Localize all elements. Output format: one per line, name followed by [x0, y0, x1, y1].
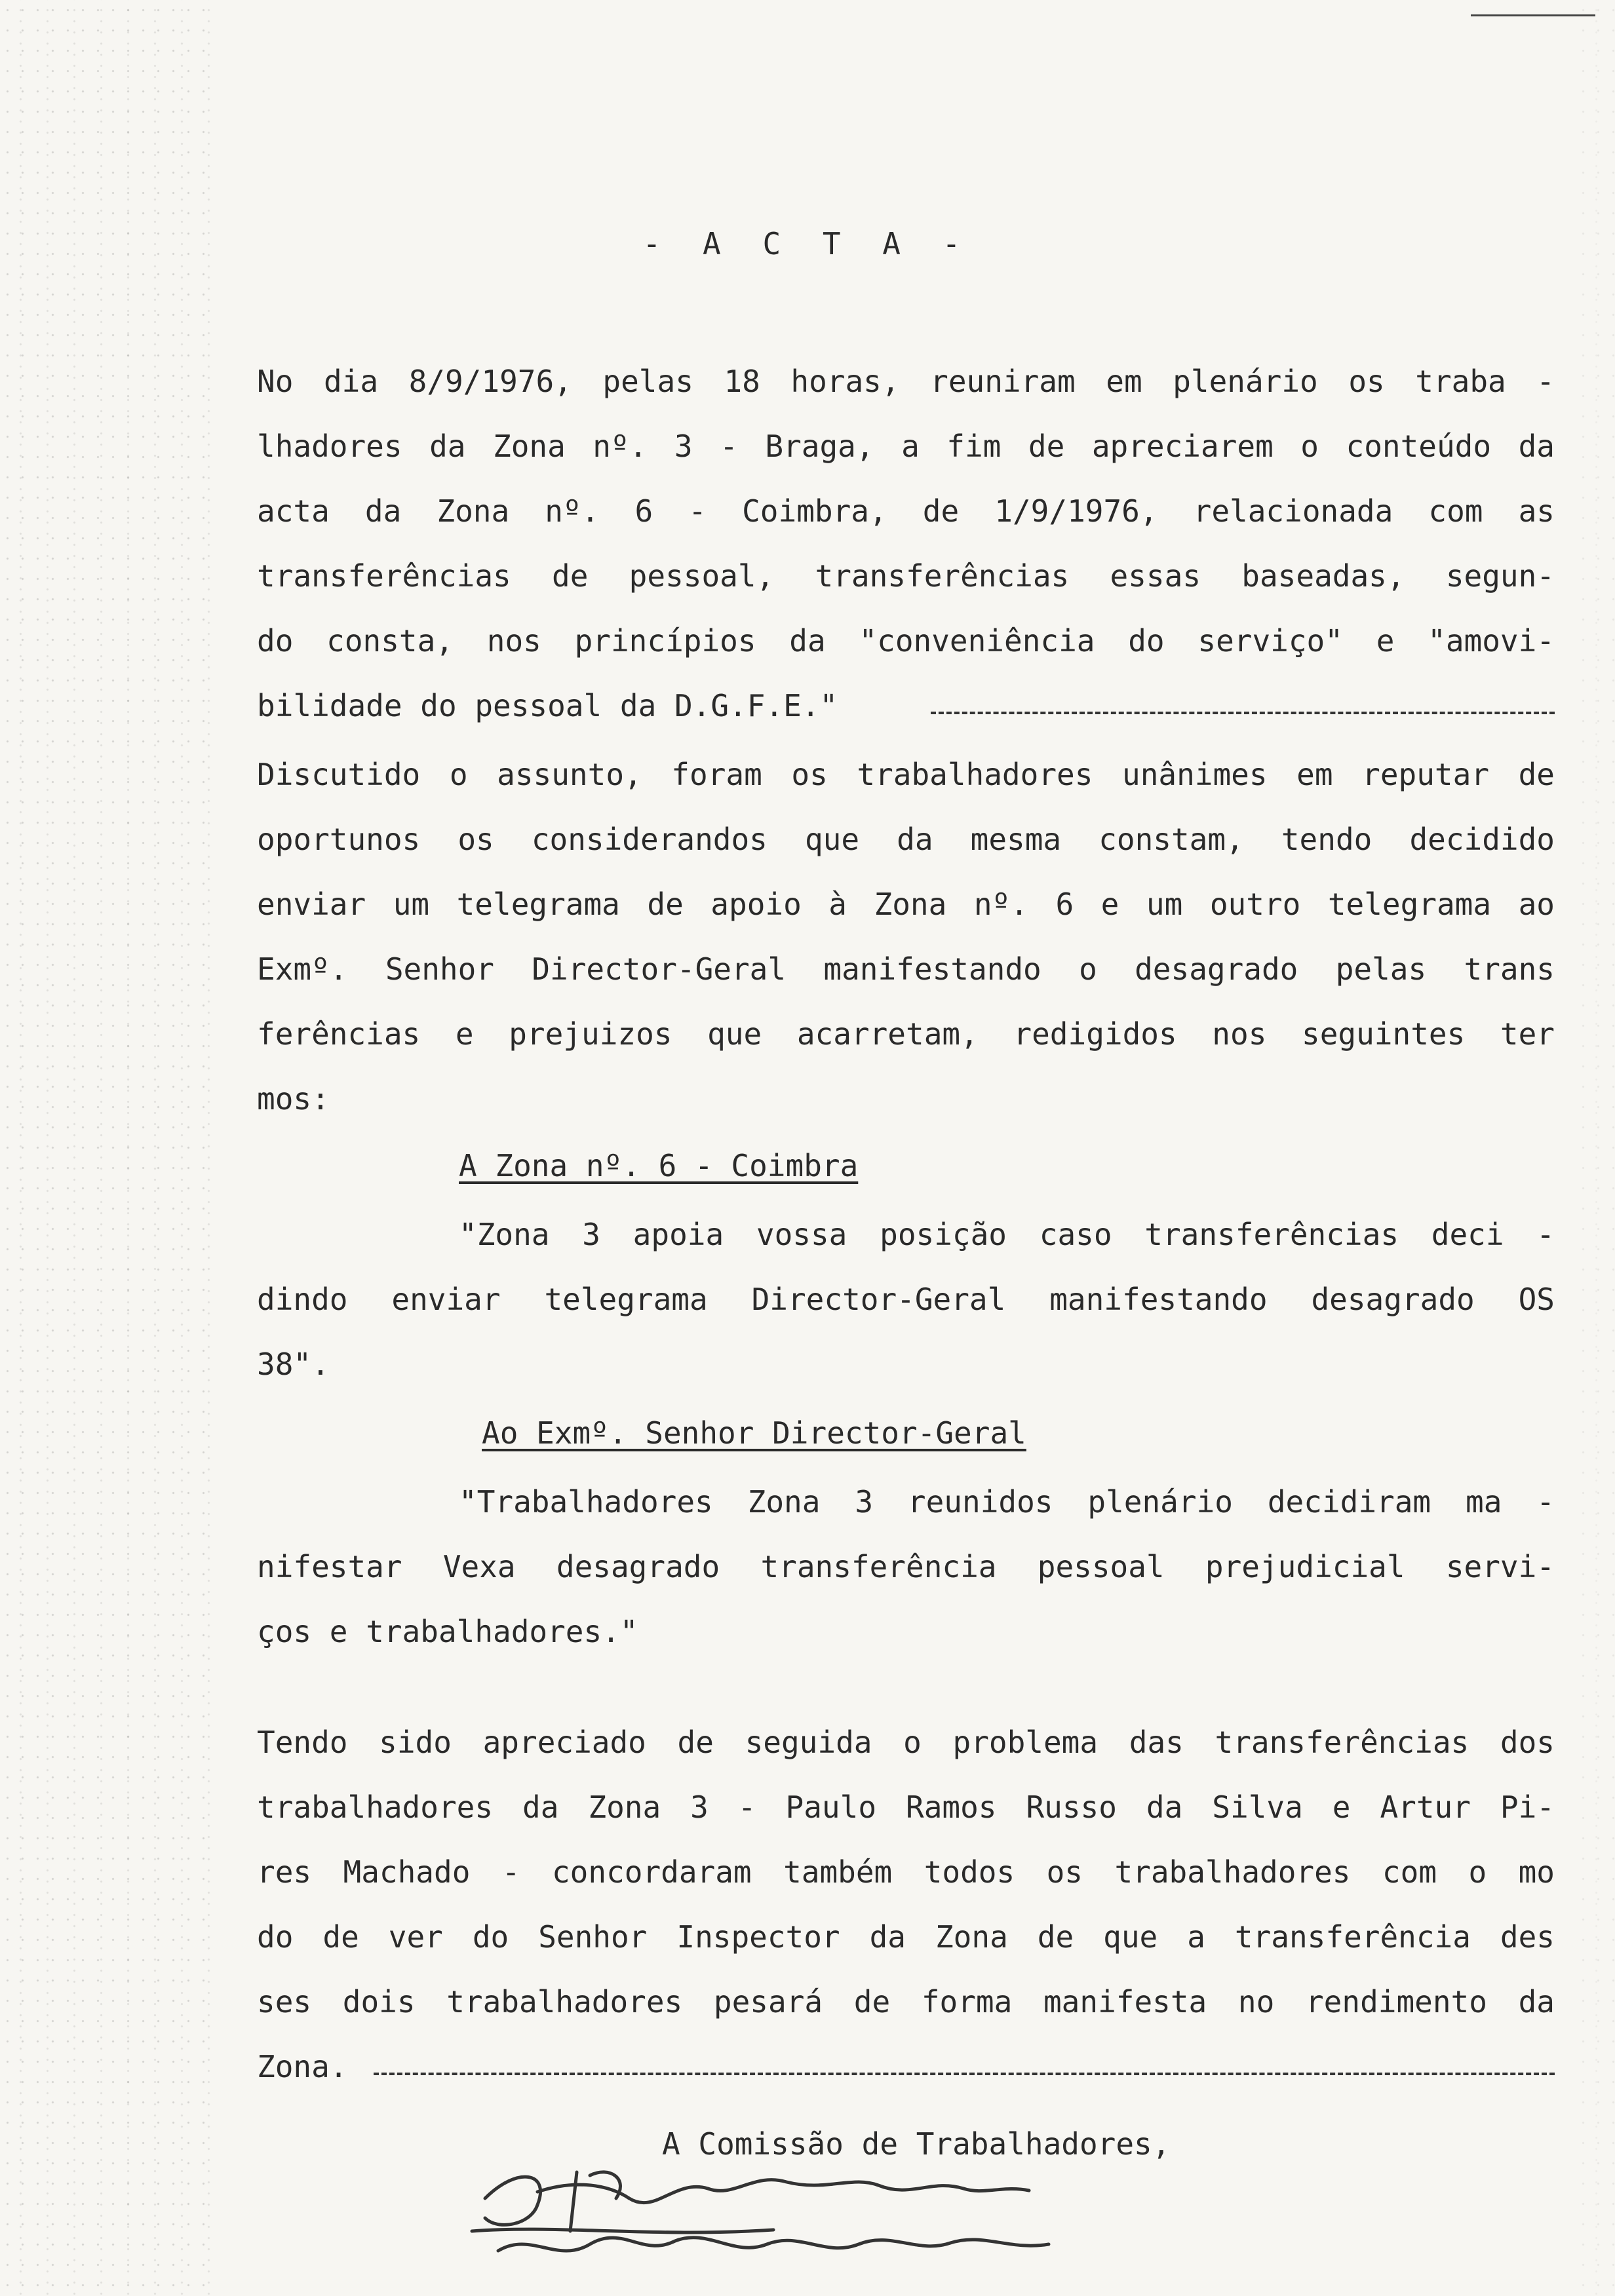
paragraph2-line: mos:: [257, 1081, 330, 1117]
paragraph3-line: do de ver do Senhor Inspector da Zona de que a transferência des: [257, 1919, 1555, 1955]
scan-corner-mark: [1471, 0, 1595, 16]
closing-line: A Comissão de Trabalhadores,: [662, 2126, 1171, 2162]
paragraph1-line: do consta, nos princípios da "conveniência do serviço" e "amovi-: [257, 623, 1555, 659]
paragraph3-line: ses dois trabalhadores pesará de forma manifesta no rendimento da: [257, 1984, 1555, 2019]
paragraph1-line: acta da Zona nº. 6 - Coimbra, de 1/9/1976, relacionada com as: [257, 493, 1555, 529]
scan-noise-left: [0, 0, 216, 2296]
filler-rule: [374, 2073, 1555, 2075]
telegram1-line: "Zona 3 apoia vossa posição caso transferências deci -: [459, 1217, 1555, 1252]
scan-noise-right: [1576, 0, 1615, 2296]
paragraph3-line: res Machado - concordaram também todos os trabalhadores com o mo: [257, 1854, 1555, 1890]
telegram1-line: 38".: [257, 1347, 330, 1382]
paragraph1-line: transferências de pessoal, transferências essas baseadas, segun-: [257, 558, 1555, 594]
telegram2-line: ços e trabalhadores.": [257, 1614, 638, 1649]
telegram1-line: dindo enviar telegrama Director-Geral manifestando desagrado OS: [257, 1282, 1555, 1317]
paragraph2-line: oportunos os considerandos que da mesma constam, tendo decidido: [257, 822, 1555, 857]
telegram2-line: nifestar Vexa desagrado transferência pessoal prejudicial servi-: [257, 1549, 1555, 1584]
paragraph1-line: lhadores da Zona nº. 3 - Braga, a fim de apreciarem o conteúdo da: [257, 429, 1555, 464]
paragraph3-line: Tendo sido apreciado de seguida o problema das transferências dos: [257, 1725, 1555, 1760]
filler-rule: [931, 712, 1555, 714]
handwritten-signatures: [459, 2152, 1245, 2284]
telegram2-heading: Ao Exmº. Senhor Director-Geral: [482, 1415, 1026, 1451]
paragraph2-line: enviar um telegrama de apoio à Zona nº. 6 e um outro telegrama ao: [257, 887, 1555, 922]
document-title: - A C T A -: [642, 226, 973, 261]
paragraph2-line: Discutido o assunto, foram os trabalhadores unânimes em reputar de: [257, 757, 1555, 792]
paragraph2-line: ferências e prejuizos que acarretam, redigidos nos seguintes ter: [257, 1016, 1555, 1052]
telegram1-heading: A Zona nº. 6 - Coimbra: [459, 1148, 859, 1183]
paragraph2-line: Exmº. Senhor Director-Geral manifestando o desagrado pelas trans: [257, 951, 1555, 987]
paragraph1-line: bilidade do pessoal da D.G.F.E.": [257, 688, 838, 723]
paragraph3-line: trabalhadores da Zona 3 - Paulo Ramos Russo da Silva e Artur Pi-: [257, 1789, 1555, 1825]
telegram2-line: "Trabalhadores Zona 3 reunidos plenário decidiram ma -: [459, 1484, 1555, 1520]
paragraph3-line: Zona.: [257, 2049, 348, 2084]
paragraph1-line: No dia 8/9/1976, pelas 18 horas, reuniram em plenário os traba -: [257, 364, 1555, 399]
